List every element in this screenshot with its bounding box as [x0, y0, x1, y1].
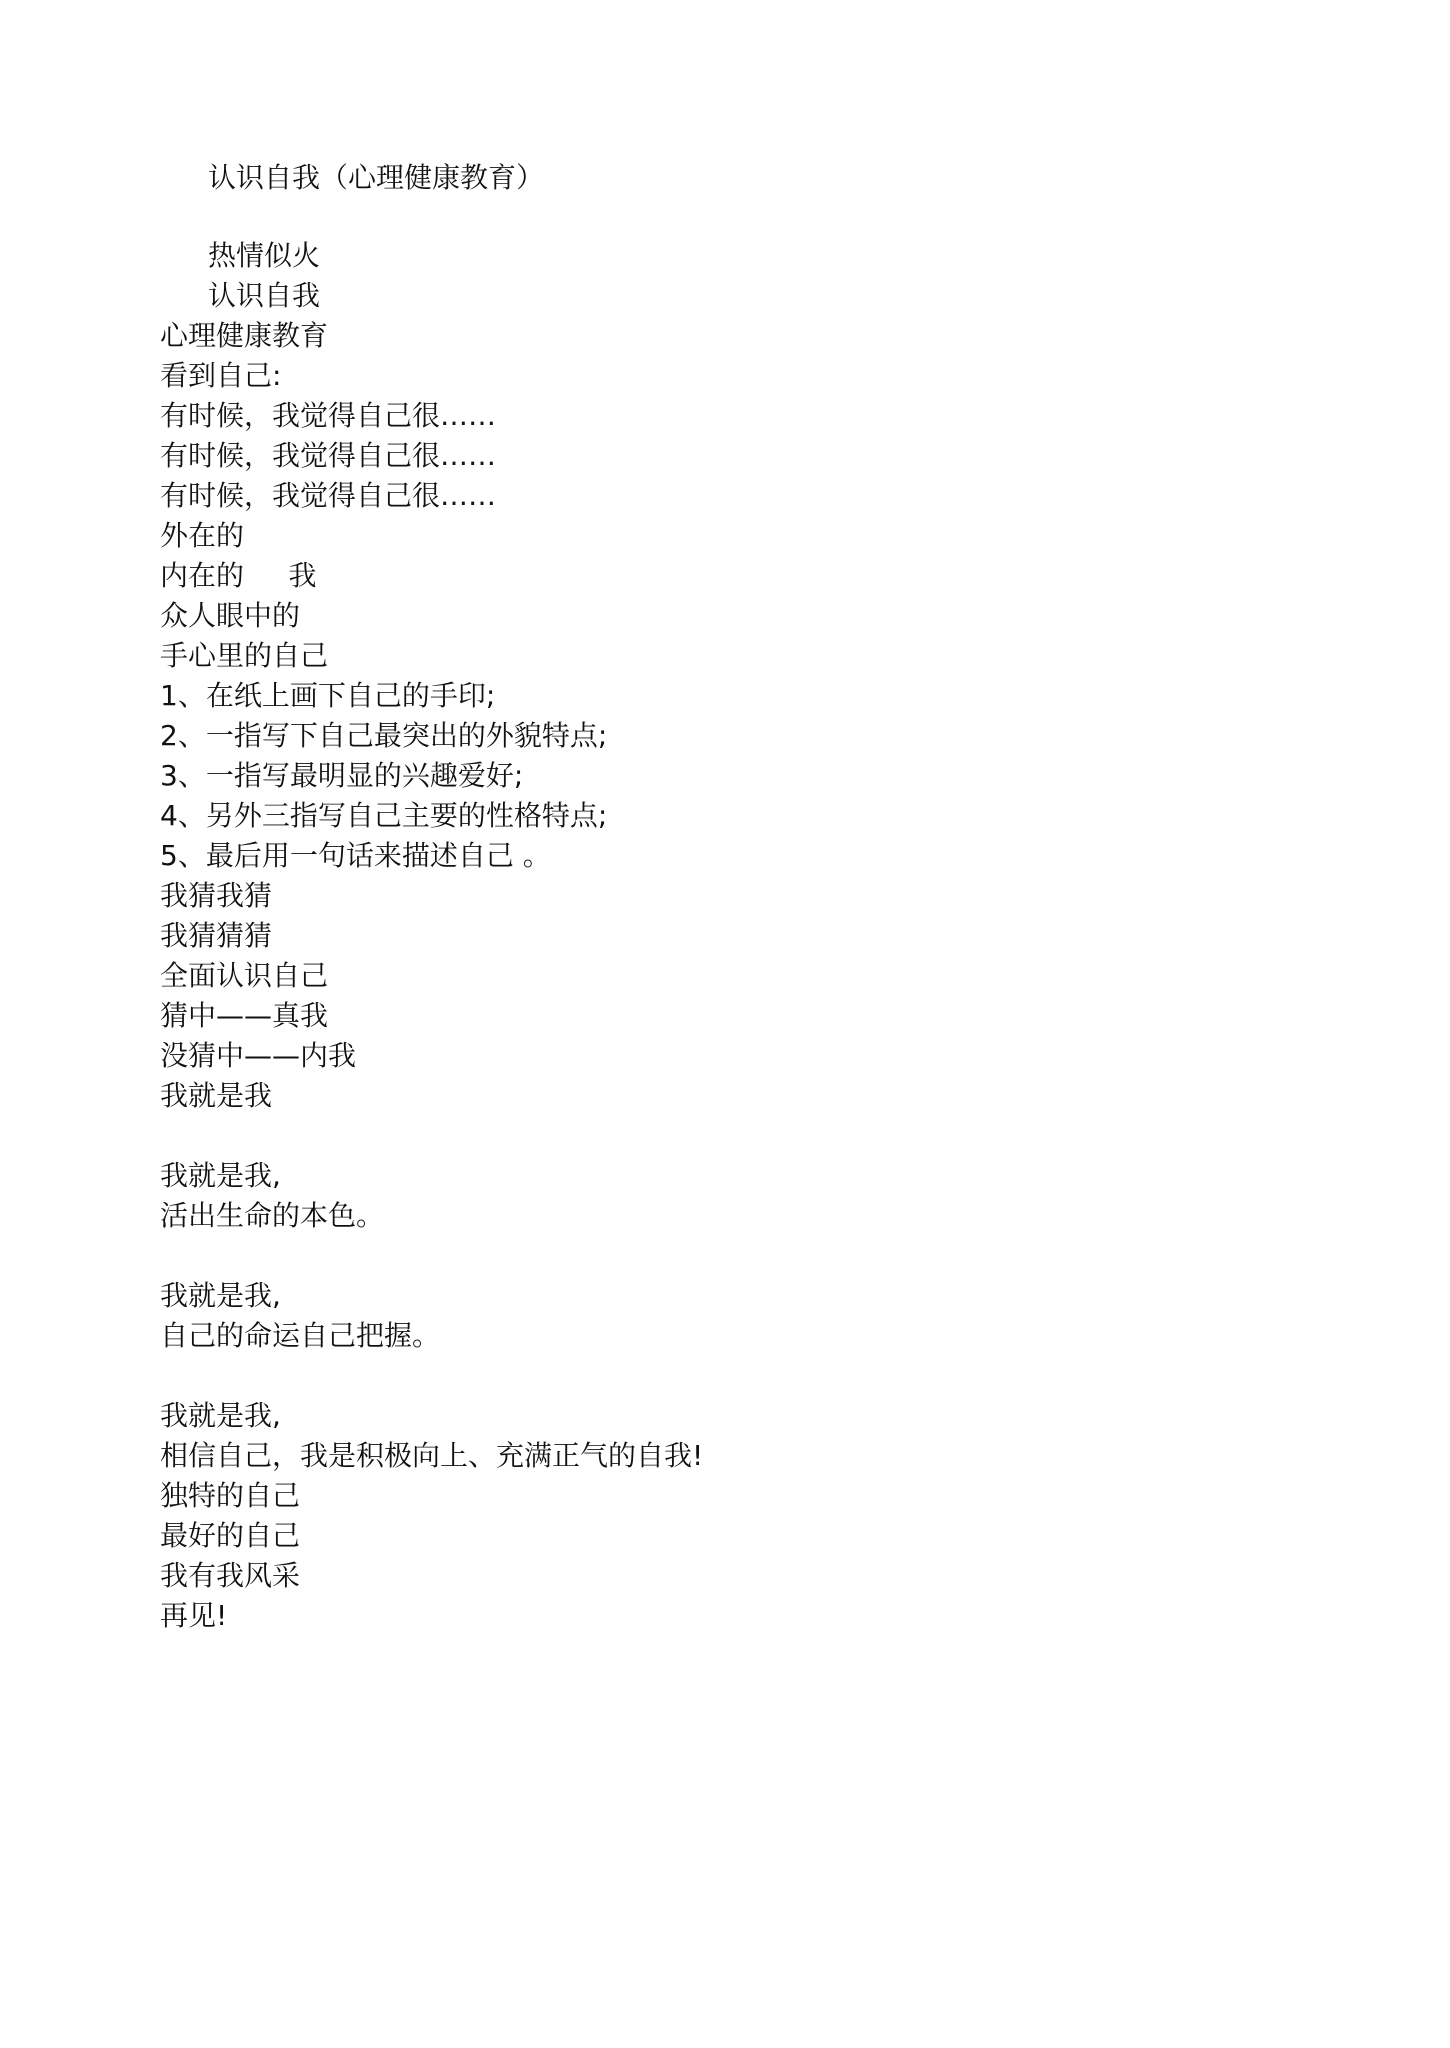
document-body — [160, 158, 1260, 1636]
text-line: 猜中——真我 — [160, 999, 329, 1032]
text-block-2 — [160, 1156, 1260, 1236]
text-block-1 — [160, 316, 1260, 1116]
text-line: 独特的自己 — [160, 1479, 301, 1512]
list-item: 5、最后用一句话来描述自己 。 — [160, 839, 551, 872]
text-line: 有时候，我觉得自己很…… — [160, 479, 497, 512]
text-line: 我就是我, — [160, 1279, 281, 1312]
text-line: 自己的命运自己把握。 — [160, 1319, 441, 1352]
document-title: 认识自我（心理健康教育） — [208, 161, 545, 194]
text-line: 看到自己: — [160, 359, 282, 392]
list-item: 2、一指写下自己最突出的外貌特点; — [160, 719, 608, 752]
text-line: 我猜猜猜 — [160, 919, 273, 952]
text-block-3 — [160, 1276, 1260, 1356]
text-line: 众人眼中的 — [160, 599, 301, 632]
text-line: 全面认识自己 — [160, 959, 329, 992]
text-block-4 — [160, 1396, 1260, 1636]
text-line: 再见! — [160, 1599, 228, 1632]
subtitle-line: 热情似火 — [208, 239, 321, 272]
spacer — [160, 198, 1260, 236]
spacer — [160, 1116, 1260, 1156]
text-line: 我有我风采 — [160, 1559, 301, 1592]
text-line: 我就是我, — [160, 1399, 281, 1432]
text-line: 内在的 我 — [160, 559, 317, 592]
text-line: 我就是我, — [160, 1159, 281, 1192]
spacer — [160, 1236, 1260, 1276]
text-line: 有时候，我觉得自己很…… — [160, 399, 497, 432]
list-item: 3、一指写最明显的兴趣爱好; — [160, 759, 524, 792]
text-line: 有时候，我觉得自己很…… — [160, 439, 497, 472]
spacer — [160, 1356, 1260, 1396]
text-line: 手心里的自己 — [160, 639, 329, 672]
text-line: 我猜我猜 — [160, 879, 273, 912]
text-line: 心理健康教育 — [160, 319, 329, 352]
text-line: 我就是我 — [160, 1079, 273, 1112]
list-item: 1、在纸上画下自己的手印; — [160, 679, 496, 712]
text-line: 活出生命的本色。 — [160, 1199, 385, 1232]
text-line: 外在的 — [160, 519, 245, 552]
text-line: 相信自己，我是积极向上、充满正气的自我! — [160, 1439, 704, 1472]
list-item: 4、另外三指写自己主要的性格特点; — [160, 799, 608, 832]
text-line: 没猜中——内我 — [160, 1039, 357, 1072]
text-line: 最好的自己 — [160, 1519, 301, 1552]
subtitle-line: 认识自我 — [208, 279, 321, 312]
